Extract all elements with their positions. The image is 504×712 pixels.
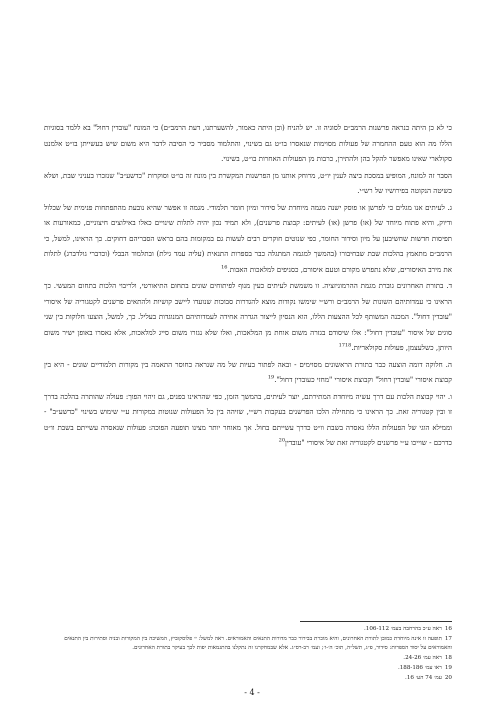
footnotes	[44, 625, 452, 684]
body-text	[44, 120, 452, 452]
paragraph-1: כי לא כן היתה כנראה פרשנות הרמב״ם לסוגיה זו. יש להניח (וכן היתה כאמור, להשערתנו, דעת הרמב״ם) כי המונח "עובדין דחול" בא ללמד בסוגיות הללו מה הוא טעם ההחמרה של פעולות מסוימות שנאסרו בו״ט גם בשינוי, והתלמוד מסביר כי הסיבה לדבר היא משום שיש בעשייתן בו״ט אלמנט סקולארי שאינו מאפשר להקל בהן ולהתירן, כרבות מן הפעולות האחרות בו״ט, בשינוי.	[44, 123, 452, 163]
footnote: 17תופעה זו אינה מיוחדת כמובן לתורת האחרונים, והיא מוכרת בבירור כבר מדורות התנאים והאמוראים. ראה למשל: י׳ פלוסקוביץ, המשיכה בין המקורות ובניה וסתירות בין התנאים והאמוראים על יסוד הספרות: סידור, פ״ג, תשל״ה, תוכ׳ ה׳-ו׳; ועמ׳ רב-רס״ג. אלא שבמחקרנו זה נתקלנו בהתגמאות יפות לכך בעיקר בתורת האחרונים.	[64, 636, 452, 651]
footnote: 20עמ׳ 74 הע׳ 16.	[405, 675, 452, 681]
footnote-ref: 16	[221, 264, 228, 271]
paragraph-4: ד. בתורת האחרונים גוברת מגמת ההרמוניזציה. זו משמשת לעיתים כעין מנוף לפיתוחים שונים בתחום התיאורטי, ולריבוי הלכות בתחום המעשי. כך הראינו כי עמדותיהם השונות של הרמב״ם ורש״י שימשו נקודות מוצא להגדרות סבוכות שנועדו ליישב קושיות ולהתאים פרשנים לקטגוריה של איסורי "עובדין דחול". המכנה המשותף לכל ההצעות הללו, הוא הנסיון לייצור הגדרה אחידה לעמדותיהם המנוגדות בעליל. כך, למשל, הוצעו חלוקות בין שני סוגים של איסור "עובדין דחול": אלו שיסודם בגזרה משום אוחת מן המלאכות, ואלו שלא נגזרו משום סייג למלאכות, אלא נאסרו באופן ישיר משום היותן, כשלעצמן, פעולות סקולאריות.$^{1718}$	[44, 281, 452, 352]
paragraph-5: ה. חלוקה דומה הוצעה כבר בתורת הראשונים מסוימים - ובאה לפתור בעיות של מה שנראה כחוסר התאמה בין מקורות תלמודיים שונים - היא בין קבוצת איסורי "עובדין דחול" וקבוצת איסורי "מחזי כעובדין דחול".$^{19}$	[44, 359, 452, 384]
footnote-ref: 18	[344, 342, 352, 349]
footnote: 16ראה ע״כ בהרחבה בעמ׳ 106-112.	[364, 626, 452, 632]
paragraph-3: ג. לעיתים אנו מגלים כי לפרשן או פוסק ישנה מגמה מיוחדת של סידור ומיון חומר תלמודי. מגמה זו אפשר שהיא נובעת מהתפתחות פנימית של שכלול ודיוק, והיא פתוח מיוחד של (או) פרשן (או) לעיתים: קבוצת פרשנים), ולא תמיד נכון יהיה לתלות שינויים כאלו באילוצים חיצוניים, כמאורעות או תפיסות חדשות שחשיבען על מיון וסידור החומר, כפי שנוטים חוקרים רבים לעשות גם במקומות בהם בראש הסבריהם דחוקים. כך הראינו, למשל, כי הרמב״ם מתאמץ בהלכות שבת שבחיבורו (בהמשך למגמה המתגלה כבר בספרות התנאית (עליה עמד גילת) ובתלמוד הבבלי (וכדברי גולדברג) לתלות את מירב האיסורים, שלא נתפרש מקורם וטעם איסורם, כסניפים למלאכות האבות.$^{16}$	[44, 202, 452, 274]
paragraph-6: ו. יהוי קבוצת הלכות עם דרך עשיה מיוחדת המתירתם, יוצר לעיתים, בהמשך הזמן, כפי שהראינו בפנים, גם זיהוי הפוך: פעולה שהותרה בהלכה בדרך זו ובין קטגוריה זאת. כך הראינו כי מתחילה הלכו הפרשנים בעקבות רש״י, שזיהה בין כל הפעולות שנוטות במקורות ע״י שימוש בשינוי "כדשע״ב" - וממילא הוגי של הפעולות הללו נאסרה בשבת וו״ט כדרך עשייתם בחול. אך מאוחר יותר מצינו תופעה הפוכה: פעולות שנאסרה עשייתם בשבת וו״ט כדרכם - שוייכו ע״י פרשנים לקטגוריה זאת של איסורי "עובדין$^{20}$	[44, 391, 452, 447]
paragraph-2: הסבר זה למונח, המופיע במסכת ביצה לענין יו״ט, מרוחק אותנו מן הפרשנות המקשרת בין מונח זה בו״ט וסוקרות "כדשע״ב" שנזכרו בעניני שבת, ושלא כשיטה הנקוטה בפירושיו של רש״י.	[44, 170, 452, 195]
page-number: - 4 -	[244, 688, 260, 697]
footnote-separator	[300, 621, 452, 622]
footnote-ref: 20	[278, 437, 286, 444]
footnote: 18ראה עמ׳ 24-26.	[403, 655, 452, 661]
footnote-ref: 19	[267, 374, 275, 381]
footnote-ref: 17	[338, 342, 345, 349]
footnote: 19ראו עמ׳ 188-186.	[397, 665, 452, 671]
